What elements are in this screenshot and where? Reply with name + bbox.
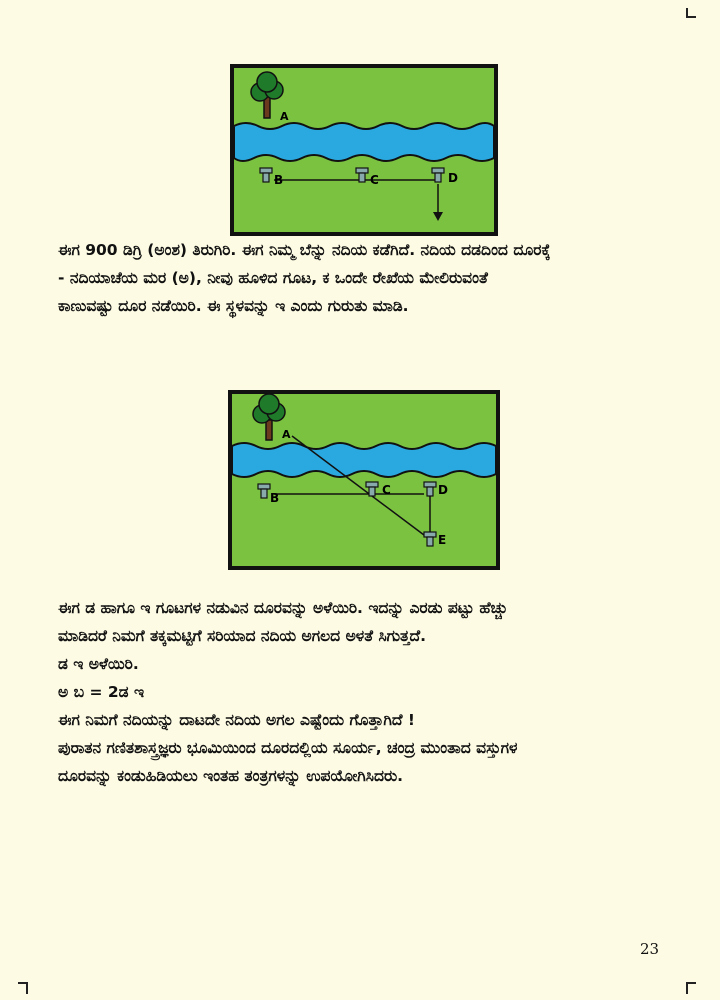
crop-mark-bottom-right-h	[686, 982, 696, 984]
label-a: A	[280, 110, 289, 123]
label-e: E	[438, 533, 447, 547]
label-d: D	[448, 171, 458, 185]
text-line: ಈಗ ಡ ಹಾಗೂ ಇ ಗೂಟಗಳ ನಡುವಿನ ದೂರವನ್ನು ಅಳೆಯಿರಿ. ಇದನ್ನು ಎರಡು ಪಟ್ಟು ಹೆಚ್ಚು	[58, 599, 508, 617]
river-diagram-step1	[230, 64, 498, 236]
paragraph-1	[58, 236, 643, 320]
label-c: C	[382, 483, 391, 497]
label-c: C	[370, 173, 379, 187]
label-a: A	[282, 428, 291, 441]
text-line: ಡ ಇ ಅಳೆಯಿರಿ.	[58, 655, 139, 673]
text-line: ದೂರವನ್ನು ಕಂಡುಹಿಡಿಯಲು ಇಂತಹ ತಂತ್ರಗಳನ್ನು ಉಪಯೋಗಿಸಿದರು.	[58, 767, 404, 785]
text-line: ಮಾಡಿದರೆ ನಿಮಗೆ ತಕ್ಕಮಟ್ಟಿಗೆ ಸರಿಯಾದ ನದಿಯ ಅಗಲದ ಅಳತೆ ಸಿಗುತ್ತದೆ.	[58, 627, 427, 645]
crop-mark-top-right-h	[686, 16, 696, 18]
label-d: D	[438, 483, 448, 497]
text-line: ಈಗ ನಿಮಗೆ ನದಿಯನ್ನು ದಾಟದೇ ನದಿಯ ಅಗಲ ಎಷ್ಟೆಂದು ಗೊತ್ತಾಗಿದೆ !	[58, 711, 415, 729]
crop-mark-bottom-left-h	[18, 982, 28, 984]
text-line: ಈಗ 900 ಡಿಗ್ರಿ (ಅಂಶ) ತಿರುಗಿರಿ. ಈಗ ನಿಮ್ಮ ಬೆನ್ನು ನದಿಯ ಕಡೆಗಿದೆ. ನದಿಯ ದಡದಿಂದ ದೂರಕ್ಕೆ	[58, 241, 551, 259]
text-line: - ನದಿಯಾಚೆಯ ಮರ (ಅ), ನೀವು ಹೂಳಿದ ಗೂಟ, ಕ ಒಂದೇ ರೇಖೆಯ ಮೇಲಿರುವಂತೆ	[58, 269, 488, 287]
text-line: ಕಾಣುವಷ್ಟು ದೂರ ನಡೆಯಿರಿ. ಈ ಸ್ಥಳವನ್ನು ಇ ಎಂದು ಗುರುತು ಮಾಡಿ.	[58, 297, 409, 315]
equation: ಅ ಬ = 2ಡ ಇ	[58, 683, 145, 701]
page-number: 23	[640, 940, 660, 958]
text-line: ಪುರಾತನ ಗಣಿತಶಾಸ್ತ್ರಜ್ಞರು ಭೂಮಿಯಿಂದ ದೂರದಲ್ಲಿಯ ಸೂರ್ಯ, ಚಂದ್ರ ಮುಂತಾದ ವಸ್ತುಗಳ	[58, 739, 518, 757]
paragraph-2	[58, 594, 643, 790]
river-diagram-step2	[228, 390, 500, 570]
label-b: B	[270, 491, 280, 505]
label-b: B	[274, 173, 284, 187]
